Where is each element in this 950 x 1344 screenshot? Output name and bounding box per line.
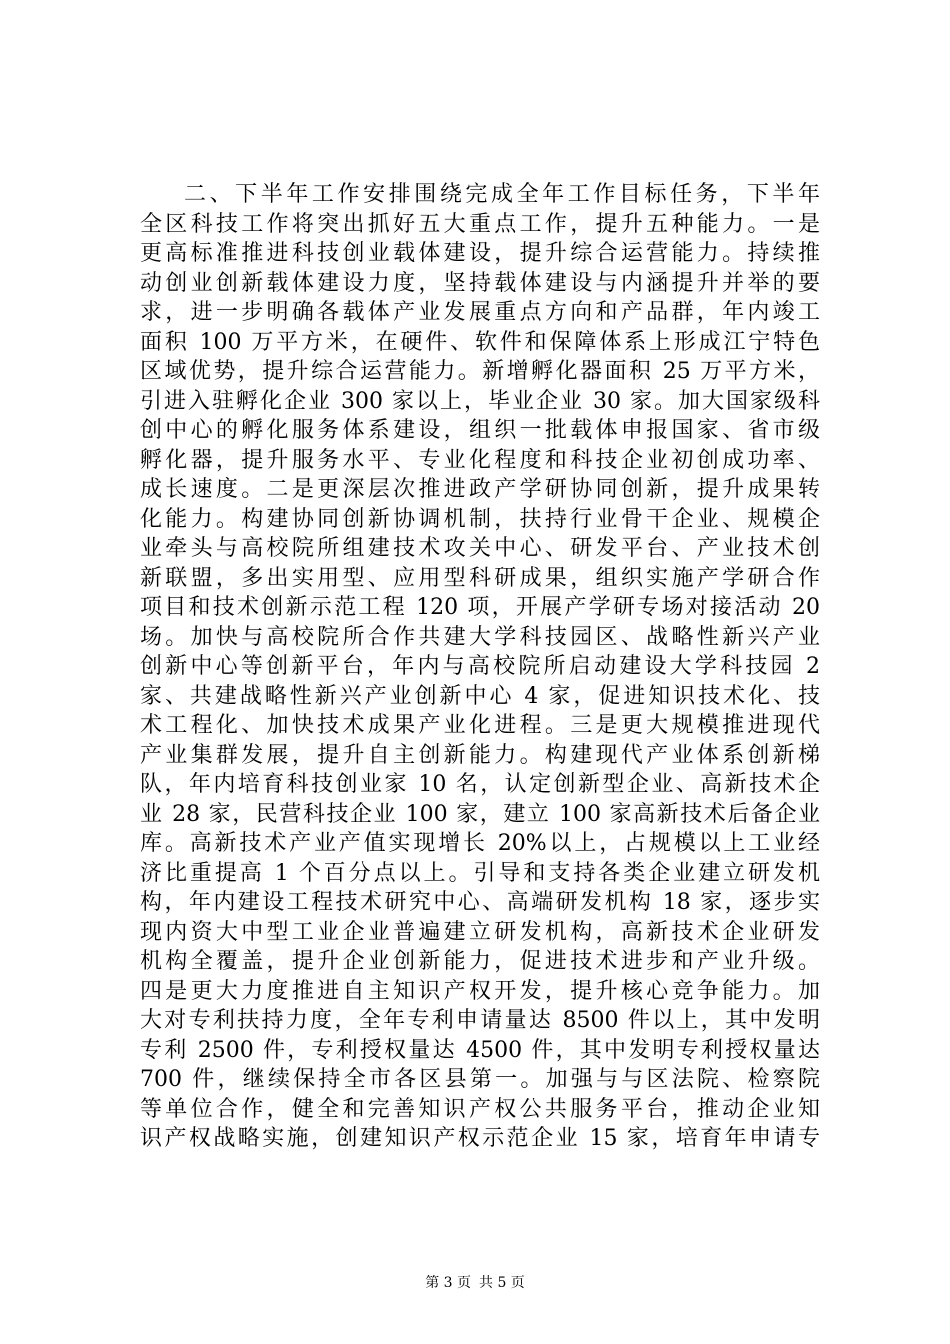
text-line: 识产权战略实施，创建知识产权示范企业 15 家，培育年申请专 (140, 1126, 820, 1151)
text-line: 创中心的孵化服务体系建设，组织一批载体申报国家、省市级 (140, 418, 820, 443)
text-line: 现内资大中型工业企业普遍建立研发机构，高新技术企业研发 (140, 919, 820, 945)
text-line: 二、下半年工作安排围绕完成全年工作目标任务，下半年 (184, 182, 820, 207)
text-line: 业 28 家，民营科技企业 100 家，建立 100 家高新技术后备企业 (140, 801, 820, 827)
page-footer (0, 1273, 950, 1293)
text-line: 库。高新技术产业产值实现增长 20%以上，占规模以上工业经 (140, 831, 820, 856)
body-paragraph (140, 180, 820, 1154)
text-line: 700 件，继续保持全市各区县第一。加强与与区法院、检察院 (140, 1067, 820, 1092)
text-line: 化能力。构建协同创新协调机制，扶持行业骨干企业、规模企 (140, 506, 820, 532)
text-line: 产业集群发展，提升自主创新能力。构建现代产业体系创新梯 (140, 742, 820, 768)
text-line: 业牵头与高校院所组建技术攻关中心、研发平台、产业技术创 (140, 536, 820, 561)
page-number: 第 3 页 (425, 1275, 471, 1291)
text-line: 等单位合作，健全和完善知识产权公共服务平台，推动企业知 (140, 1096, 820, 1122)
text-line: 大对专利扶持力度，全年专利申请量达 8500 件以上，其中发明 (140, 1008, 820, 1033)
text-line: 新联盟，多出实用型、应用型科研成果，组织实施产学研合作 (140, 565, 820, 591)
text-line: 济比重提高 1 个百分点以上。引导和支持各类企业建立研发机 (140, 860, 820, 886)
text-line: 创新中心等创新平台，年内与高校院所启动建设大学科技园 2 (140, 654, 820, 679)
text-line: 四是更大力度推进自主知识产权开发，提升核心竞争能力。加 (140, 978, 820, 1004)
text-line: 更高标准推进科技创业载体建设，提升综合运营能力。持续推 (140, 241, 820, 266)
text-line: 队，年内培育科技创业家 10 名，认定创新型企业、高新技术企 (140, 772, 820, 797)
text-line: 求，进一步明确各载体产业发展重点方向和产品群，年内竣工 (140, 300, 820, 325)
text-line: 面积 100 万平方米，在硬件、软件和保障体系上形成江宁特色 (140, 329, 820, 355)
text-line: 区域优势，提升综合运营能力。新增孵化器面积 25 万平方米， (140, 359, 820, 384)
text-line: 全区科技工作将突出抓好五大重点工作，提升五种能力。一是 (140, 211, 820, 237)
text-line: 动创业创新载体建设力度，坚持载体建设与内涵提升并举的要 (140, 270, 820, 296)
text-line: 专利 2500 件，专利授权量达 4500 件，其中发明专利授权量达 (140, 1037, 820, 1063)
text-line: 术工程化、加快技术成果产业化进程。三是更大规模推进现代 (140, 713, 820, 738)
text-line: 项目和技术创新示范工程 120 项，开展产学研专场对接活动 20 (140, 595, 820, 620)
page-total: 共 5 页 (479, 1275, 525, 1291)
text-line: 孵化器，提升服务水平、专业化程度和科技企业初创成功率、 (140, 447, 820, 473)
text-line: 构，年内建设工程技术研究中心、高端研发机构 18 家，逐步实 (140, 890, 820, 915)
text-line: 成长速度。二是更深层次推进政产学研协同创新，提升成果转 (140, 477, 820, 502)
text-line: 引进入驻孵化企业 300 家以上，毕业企业 30 家。加大国家级科 (140, 388, 820, 414)
text-line: 家、共建战略性新兴产业创新中心 4 家，促进知识技术化、技 (140, 683, 820, 709)
text-line: 机构全覆盖，提升企业创新能力，促进技术进步和产业升级。 (140, 949, 820, 974)
text-line: 场。加快与高校院所合作共建大学科技园区、战略性新兴产业 (140, 624, 820, 650)
